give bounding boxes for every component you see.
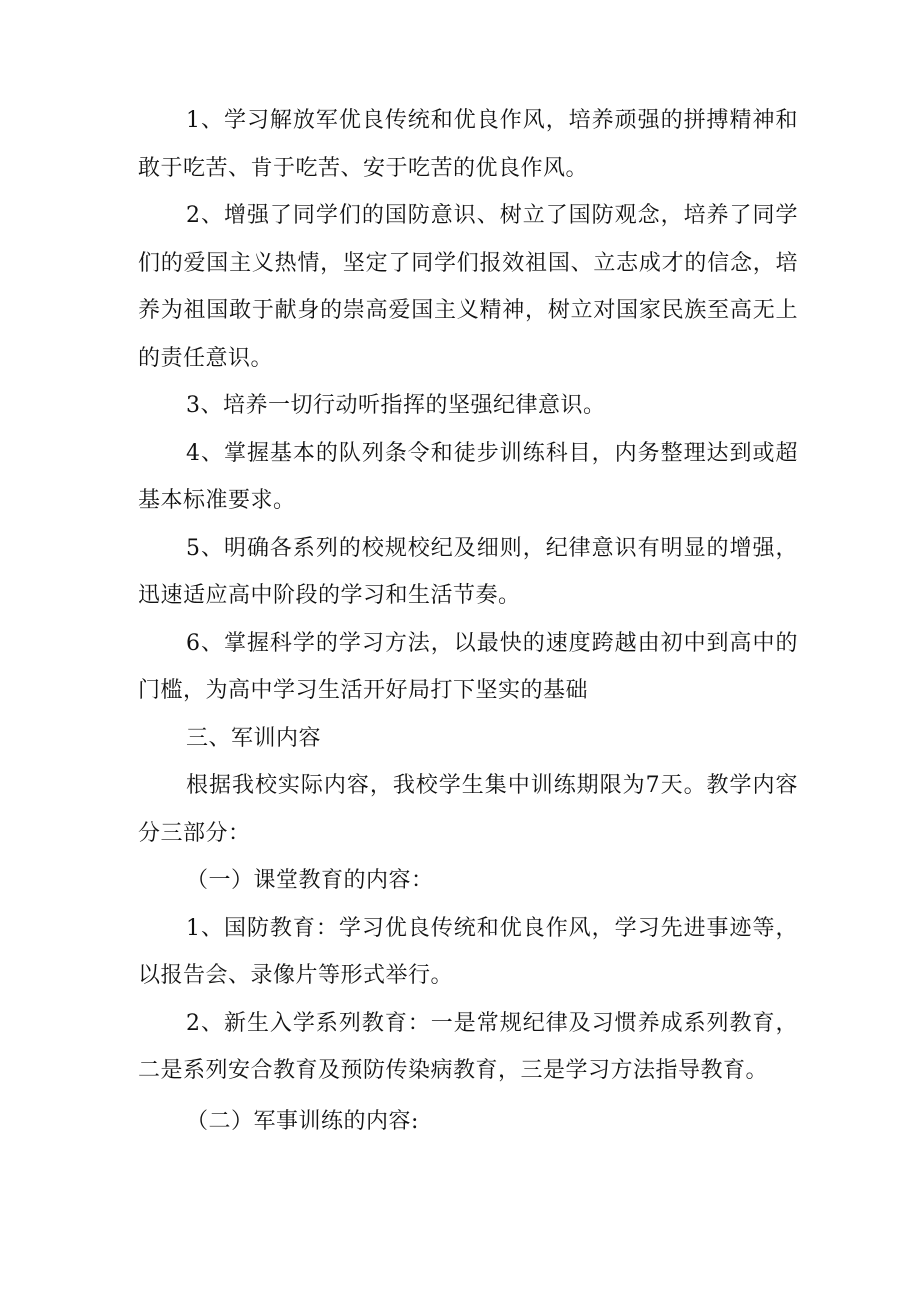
subheading-classroom-education: （一）课堂教育的内容： xyxy=(186,868,434,893)
paragraph-training-overview: 根据我校实际内容，我校学生集中训练期限为7天。教学内容分三部分： xyxy=(138,773,798,846)
paragraph-goal-2: 2、增强了同学们的国防意识、树立了国防观念，培养了同学们的爱国主义热情，坚定了同学们报效祖国、立志成才的信念，培养为祖国敢于献身的崇高爱国主义精神，树立对国家民族至高无上的责任意识。 xyxy=(138,203,798,371)
paragraph-goal-6: 6、掌握科学的学习方法，以最快的速度跨越由初中到高中的门槛，为高中学习生活开好局打下坚实的基础 xyxy=(138,630,798,703)
paragraph-goal-3: 3、培养一切行动听指挥的坚强纪律意识。 xyxy=(186,393,606,418)
paragraph-national-defense-education: 1、国防教育：学习优良传统和优良作风，学习先进事迹等，以报告会、录像片等形式举行。 xyxy=(138,915,798,988)
paragraph-goal-1: 1、学习解放军优良传统和优良作风，培养顽强的拼搏精神和敢于吃苦、肯于吃苦、安于吃苦的优良作风。 xyxy=(138,108,798,181)
subheading-military-training: （二）军事训练的内容: xyxy=(186,1108,419,1134)
paragraph-goal-5: 5、明确各系列的校规校纪及细则，纪律意识有明显的增强，迅速适应高中阶段的学习和生活节奏。 xyxy=(138,535,798,608)
paragraph-goal-4: 4、掌握基本的队列条令和徒步训练科目，内务整理达到或超基本标准要求。 xyxy=(138,440,798,513)
paragraph-new-student-education: 2、新生入学系列教育：一是常规纪律及习惯养成系列教育，二是系列安合教育及预防传染病教育，三是学习方法指导教育。 xyxy=(138,1010,798,1083)
document-body xyxy=(138,97,798,1142)
section-heading-training-content: 三、军训内容 xyxy=(186,725,322,751)
